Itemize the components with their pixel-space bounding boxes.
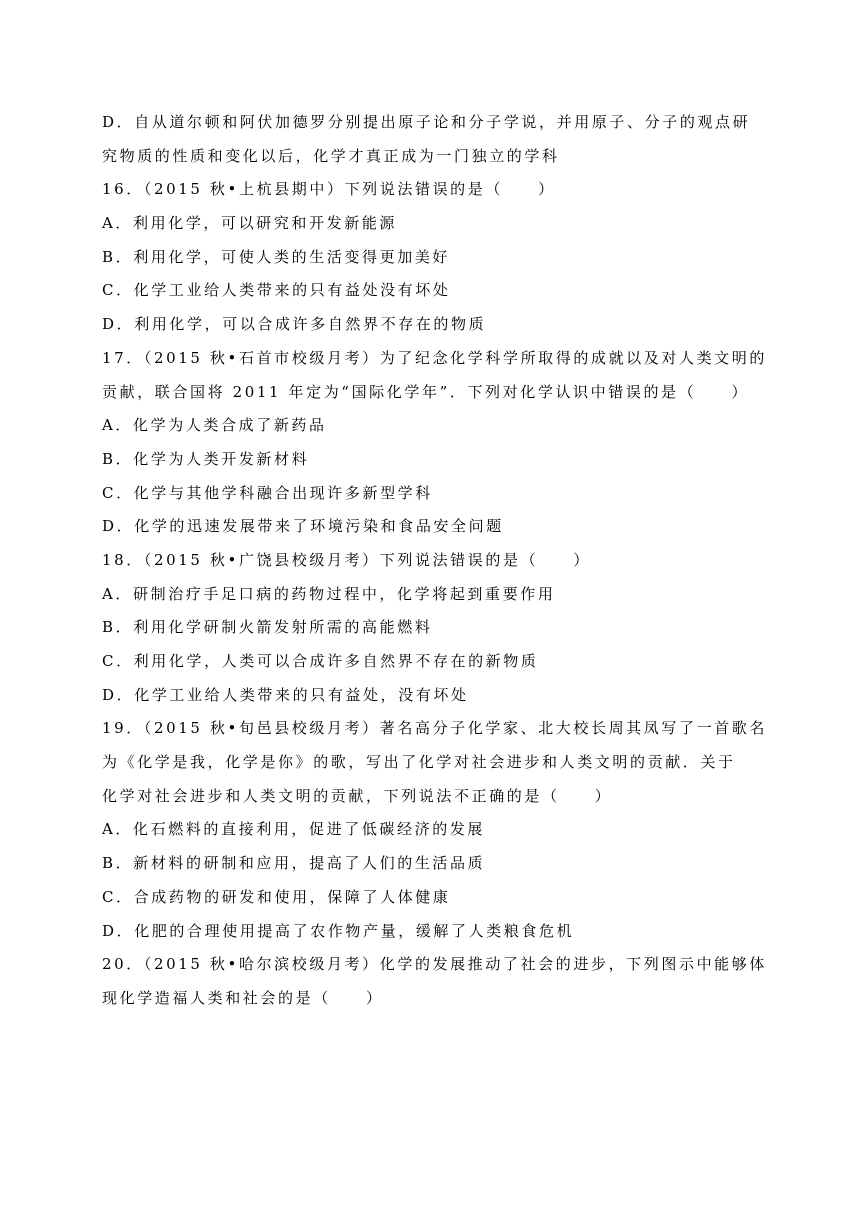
option-16-c: C．化学工业给人类带来的只有益处没有坏处: [102, 281, 451, 300]
option-17-d: D．化学的迅速发展带来了环境污染和食品安全问题: [102, 517, 504, 536]
question-19-stem-line-2: 为《化学是我，化学是你》的歌，写出了化学对社会进步和人类文明的贡献．关于: [102, 753, 736, 772]
option-18-c: C．利用化学，人类可以合成许多自然界不存在的新物质: [102, 652, 539, 670]
question-20-stem-line-2: 现化学造福人类和社会的是（ ）: [102, 988, 384, 1007]
option-15-d-line-2: 究物质的性质和变化以后，化学才真正成为一门独立的学科: [102, 146, 560, 165]
option-19-b: B．新材料的研制和应用，提高了人们的生活品质: [102, 854, 486, 873]
option-19-d: D．化肥的合理使用提高了农作物产量，缓解了人类粮食危机: [102, 921, 575, 940]
option-15-d-line-1: D．自从道尔顿和阿伏加德罗分别提出原子论和分子学说，并用原子、分子的观点研: [102, 113, 751, 131]
option-18-b: B．利用化学研制火箭发射所需的高能燃料: [102, 618, 433, 637]
option-16-b: B．利用化学，可使人类的生活变得更加美好: [102, 247, 451, 266]
option-19-a: A．化石燃料的直接利用，促进了低碳经济的发展: [102, 820, 486, 839]
question-20-stem-line-1: 20．（2015 秋•哈尔滨校级月考）化学的发展推动了社会的进步，下列图示中能够体: [102, 955, 767, 974]
option-19-c: C．合成药物的研发和使用，保障了人体健康: [102, 887, 451, 906]
option-16-a: A．利用化学，可以研究和开发新能源: [102, 214, 398, 233]
question-17-stem-line-2: 贡献，联合国将 2011 年定为“国际化学年”．下列对化学认识中错误的是（ ）: [102, 382, 750, 401]
option-16-d: D．利用化学，可以合成许多自然界不存在的物质: [102, 315, 487, 334]
option-17-a: A．化学为人类合成了新药品: [102, 416, 327, 435]
question-17-stem-line-1: 17．（2015 秋•石首市校级月考）为了纪念化学科学所取得的成就以及对人类文明的: [102, 348, 767, 367]
option-17-b: B．化学为人类开发新材料: [102, 449, 310, 468]
question-19-stem-line-1: 19．（2015 秋•旬邑县校级月考）著名高分子化学家、北大校长周其凤写了一首歌名: [102, 719, 767, 738]
option-17-c: C．化学与其他学科融合出现许多新型学科: [102, 483, 433, 502]
question-16-stem: 16．（2015 秋•上杭县期中）下列说法错误的是（ ）: [102, 180, 556, 199]
question-19-stem-line-3: 化学对社会进步和人类文明的贡献，下列说法不正确的是（ ）: [102, 786, 613, 805]
option-18-a: A．研制治疗手足口病的药物过程中，化学将起到重要作用: [102, 584, 556, 603]
question-18-stem: 18．（2015 秋•广饶县校级月考）下列说法错误的是（ ）: [102, 550, 591, 569]
exam-page: [102, 106, 774, 1016]
option-18-d: D．化学工业给人类带来的只有益处，没有坏处: [102, 685, 469, 704]
